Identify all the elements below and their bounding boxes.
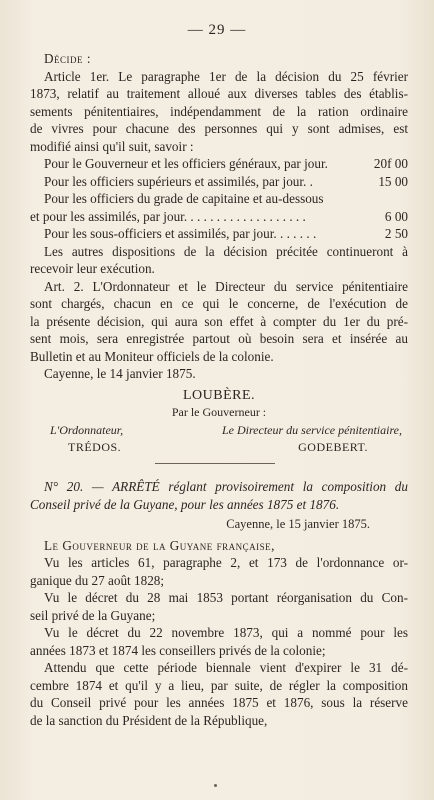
rate-row (30, 173, 408, 191)
other-dispositions-line: recevoir leur exécution. (30, 261, 155, 276)
article1-line: 1873, relatif au traitement alloué aux diverses tables des établis- (30, 86, 408, 101)
rate-row (30, 225, 408, 243)
other-dispositions-line: Les autres dispositions de la décision précitée continueront à (44, 243, 408, 259)
decision-block (30, 50, 408, 457)
rate-label: et pour les assimilés, par jour. . . . . . . . . . . . . . . . . . . (30, 208, 306, 224)
rate-value: 20f 00 (373, 156, 408, 171)
consideration-line: années 1873 et 1874 les conseillers privés de la colonie; (30, 642, 326, 658)
decide-heading: Décide : (44, 51, 91, 66)
directeur-name: GODEBERT. (298, 440, 368, 454)
place-date: Cayenne, le 14 janvier 1875. (44, 366, 196, 381)
article2-line: Bulletin et au Moniteur officiels de la colonie. (30, 348, 274, 364)
consideration-line: Vu le décret du 22 novembre 1873, qui a nommé pour les (44, 625, 408, 640)
rate-row (30, 208, 408, 226)
consideration-line: cembre 1874 et qu'il y a lieu, par suite, de régler la composition (30, 677, 408, 693)
rate-label: Pour les sous-officiers et assimilés, par jour. . . . . . . (44, 226, 317, 241)
rate-value: 6 00 (384, 208, 408, 224)
consideration-line: de la sanction du Président de la République, (30, 712, 268, 728)
article1-line: Article 1er. Le paragraphe 1er de la décision du 25 février (44, 68, 408, 84)
consideration-line: Vu le décret du 28 mai 1853 portant réorganisation du Con- (44, 590, 408, 605)
signatory-names (30, 439, 408, 457)
arrete-heading-line: N° 20. — ARRÊTÉ réglant provisoirement la composition du (44, 479, 408, 494)
ordonnateur-title: L'Ordonnateur, (50, 422, 124, 437)
rate-label: Pour le Gouverneur et les officiers généraux, par jour. (44, 156, 328, 171)
arrete-block (30, 478, 408, 729)
page-number: — 29 — (187, 22, 247, 38)
rate-label: Pour les officiers du grade de capitaine et au-dessous (44, 191, 324, 206)
article1-line: sements pénitentiaires, indépendamment de la ration ordinaire (30, 103, 408, 119)
consideration-line: ganique du 27 août 1828; (30, 572, 165, 588)
article2-line: sent mois, sera enregistrée partout où besoin sera et insérée au (30, 331, 408, 346)
arrete-heading-line: Conseil privé de la Guyane, pour les années 1875 et 1876. (30, 496, 340, 512)
rate-row (30, 155, 408, 173)
rate-row (30, 190, 408, 208)
consideration-line: Vu les articles 61, paragraphe 2, et 173 de l'ordonnance or- (44, 555, 408, 570)
article1-line: modifié ainsi qu'il suit, savoir : (30, 138, 194, 154)
consideration-line: Attendu que cette période biennale vient d'expirer le 31 dé- (44, 660, 408, 675)
consideration-line: du Conseil privé pour les années 1875 et 1876, sous la réserve (30, 695, 408, 710)
article2-line: la présente décision, qui aura son effet à compter du 1er du pré- (30, 313, 408, 329)
place-date: Cayenne, le 15 janvier 1875. (226, 517, 370, 531)
article2-line: sont chargés, chacun en ce qui le concerne, de l'exécution de (30, 296, 408, 311)
governor-signature: LOUBÈRE. (182, 387, 256, 403)
governor-line: Le Gouverneur de la Guyane française, (44, 537, 275, 553)
signatory-titles (30, 422, 408, 440)
directeur-title: Le Directeur du service pénitentiaire, (221, 422, 402, 437)
ordonnateur-name: TRÉDOS. (68, 440, 122, 454)
bottom-mark (214, 784, 217, 787)
rate-label: Pour les officiers supérieurs et assimilés, par jour. . (44, 173, 313, 189)
rate-value: 2 50 (384, 226, 408, 241)
consideration-line: seil privé de la Guyane; (30, 607, 156, 623)
rate-value: 15 00 (378, 173, 408, 189)
section-divider (155, 463, 275, 464)
article1-line: de vivres pour chacune des personnes qui y sont admises, est (30, 121, 408, 136)
par-le-gouverneur: Par le Gouverneur : (171, 405, 267, 419)
article2-line: Art. 2. L'Ordonnateur et le Directeur du service pénitentiaire (44, 278, 408, 294)
